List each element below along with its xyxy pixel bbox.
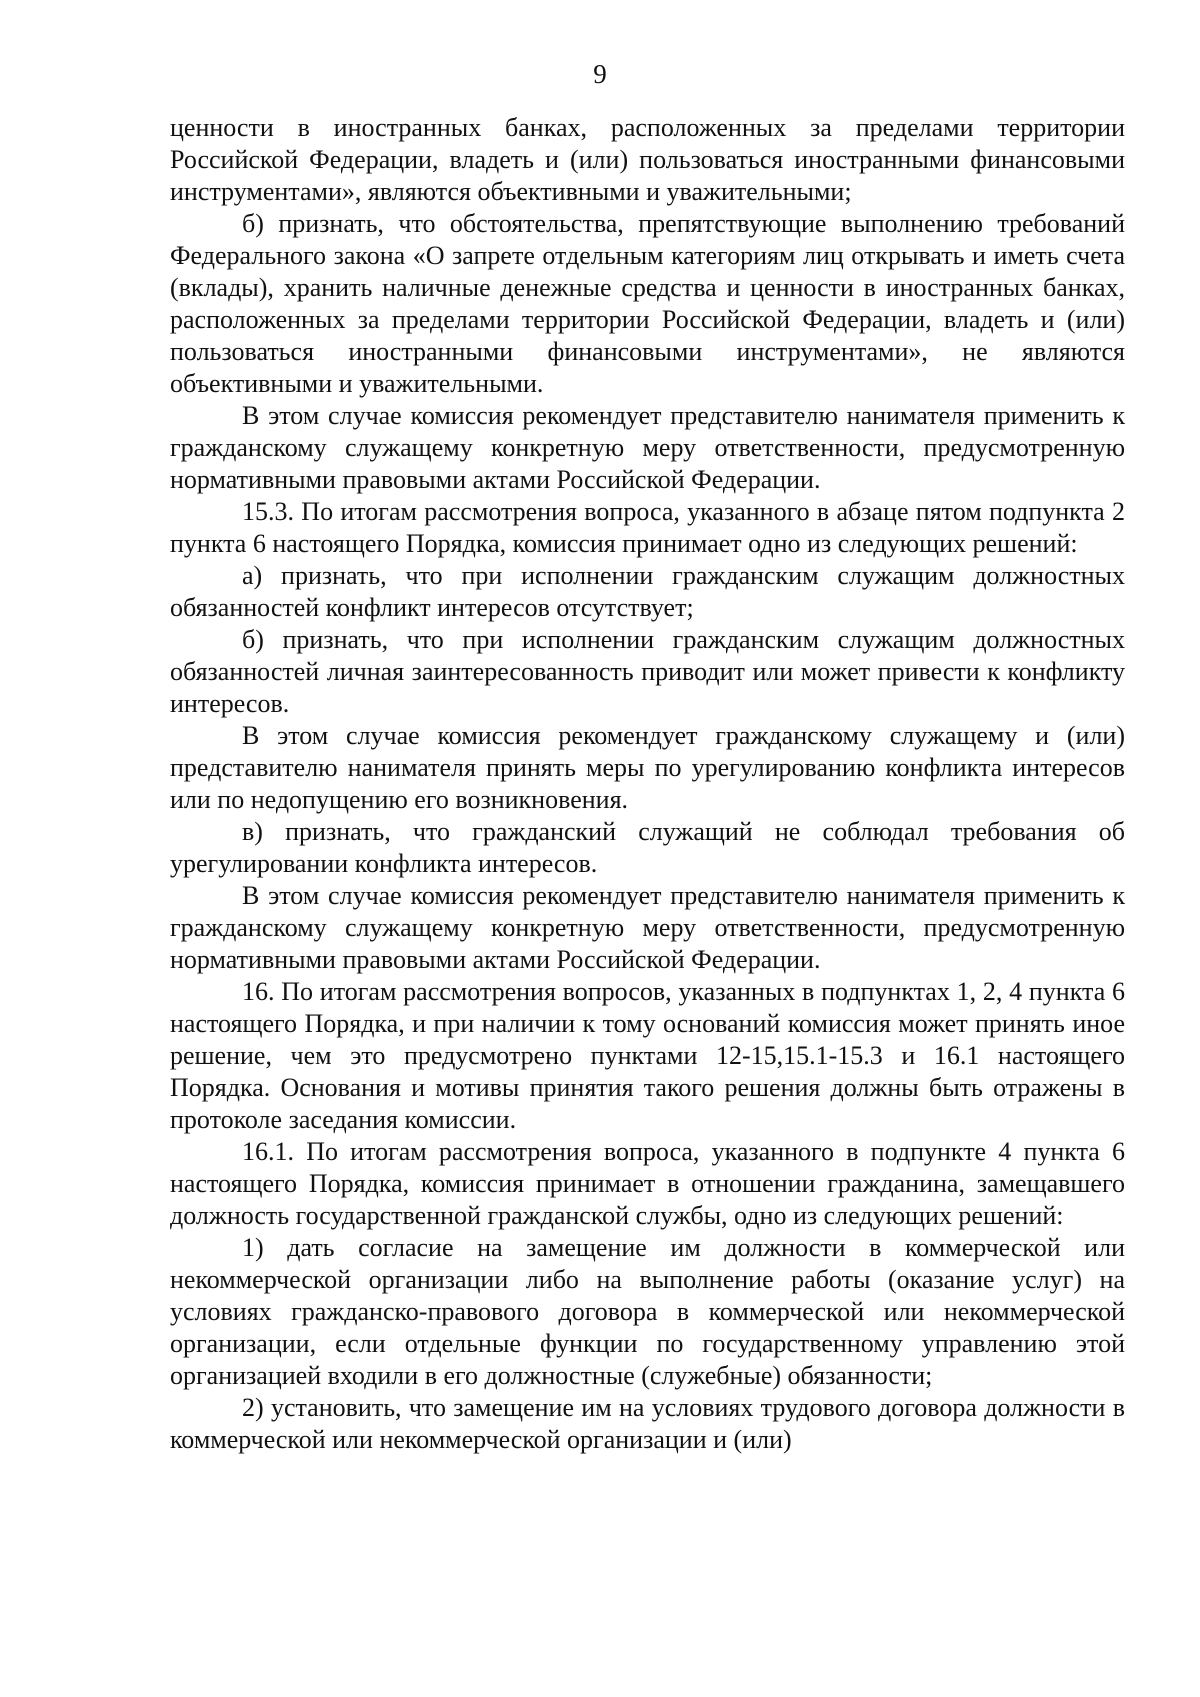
paragraph: В этом случае комиссия рекомендует представителю нанимателя применить к гражданскому служащему конкретную меру ответственности, предусмотренную нормативными правовыми актами Российской Федерации. (170, 881, 1125, 974)
document-body (170, 112, 1125, 1456)
paragraph: В этом случае комиссия рекомендует гражданскому служащему и (или) представителю нанимателя принять меры по урегулированию конфликта интересов или по недопущению его возникновения. (170, 721, 1125, 814)
paragraph-15-3: 15.3. По итогам рассмотрения вопроса, указанного в абзаце пятом подпункта 2 пункта 6 настоящего Порядка, комиссия принимает одно из следующих решений: (170, 497, 1125, 558)
paragraph-item-b: б) признать, что при исполнении гражданским служащим должностных обязанностей личная заинтересованность приводит или может привести к конфликту интересов. (170, 625, 1125, 718)
paragraph-continuation: ценности в иностранных банках, расположенных за пределами территории Российской Федерации, владеть и (или) пользоваться иностранными финансовыми инструментами», являются объективными и уважительными; (170, 113, 1125, 206)
paragraph-item-v: в) признать, что гражданский служащий не соблюдал требования об урегулировании конфликта интересов. (170, 817, 1125, 878)
page-number: 9 (593, 59, 607, 89)
paragraph-16: 16. По итогам рассмотрения вопросов, указанных в подпунктах 1, 2, 4 пункта 6 настоящего Порядка, и при наличии к тому оснований комиссия может принять иное решение, чем это предусмотрено пунктами 12-15,15.1-15.3 и 16.1 настоящего Порядка. Основания и мотивы принятия такого решения должны быть отражены в протоколе заседания комиссии. (170, 977, 1125, 1134)
paragraph: В этом случае комиссия рекомендует представителю нанимателя применить к гражданскому служащему конкретную меру ответственности, предусмотренную нормативными правовыми актами Российской Федерации. (170, 401, 1125, 494)
paragraph-16-1: 16.1. По итогам рассмотрения вопроса, указанного в подпункте 4 пункта 6 настоящего Порядка, комиссия принимает в отношении гражданина, замещавшего должность государственной гражданской службы, одно из следующих решений: (170, 1137, 1125, 1230)
paragraph-item-1: 1) дать согласие на замещение им должности в коммерческой или некоммерческой организации либо на выполнение работы (оказание услуг) на условиях гражданско-правового договора в коммерческой или некоммерческой организации, если отдельные функции по государственному управлению этой организацией входили в его должностные (служебные) обязанности; (170, 1233, 1125, 1390)
paragraph-item-a: а) признать, что при исполнении гражданским служащим должностных обязанностей конфликт интересов отсутствует; (170, 561, 1125, 622)
paragraph-item-2: 2) установить, что замещение им на условиях трудового договора должности в коммерческой или некоммерческой организации и (или) (170, 1393, 1125, 1454)
paragraph-item-b: б) признать, что обстоятельства, препятствующие выполнению требований Федерального закона «О запрете отдельным категориям лиц открывать и иметь счета (вклады), хранить наличные денежные средства и ценности в иностранных банках, расположенных за пределами территории Российской Федерации, владеть и (или) пользоваться иностранными финансовыми инструментами», не являются объективными и уважительными. (170, 209, 1125, 398)
